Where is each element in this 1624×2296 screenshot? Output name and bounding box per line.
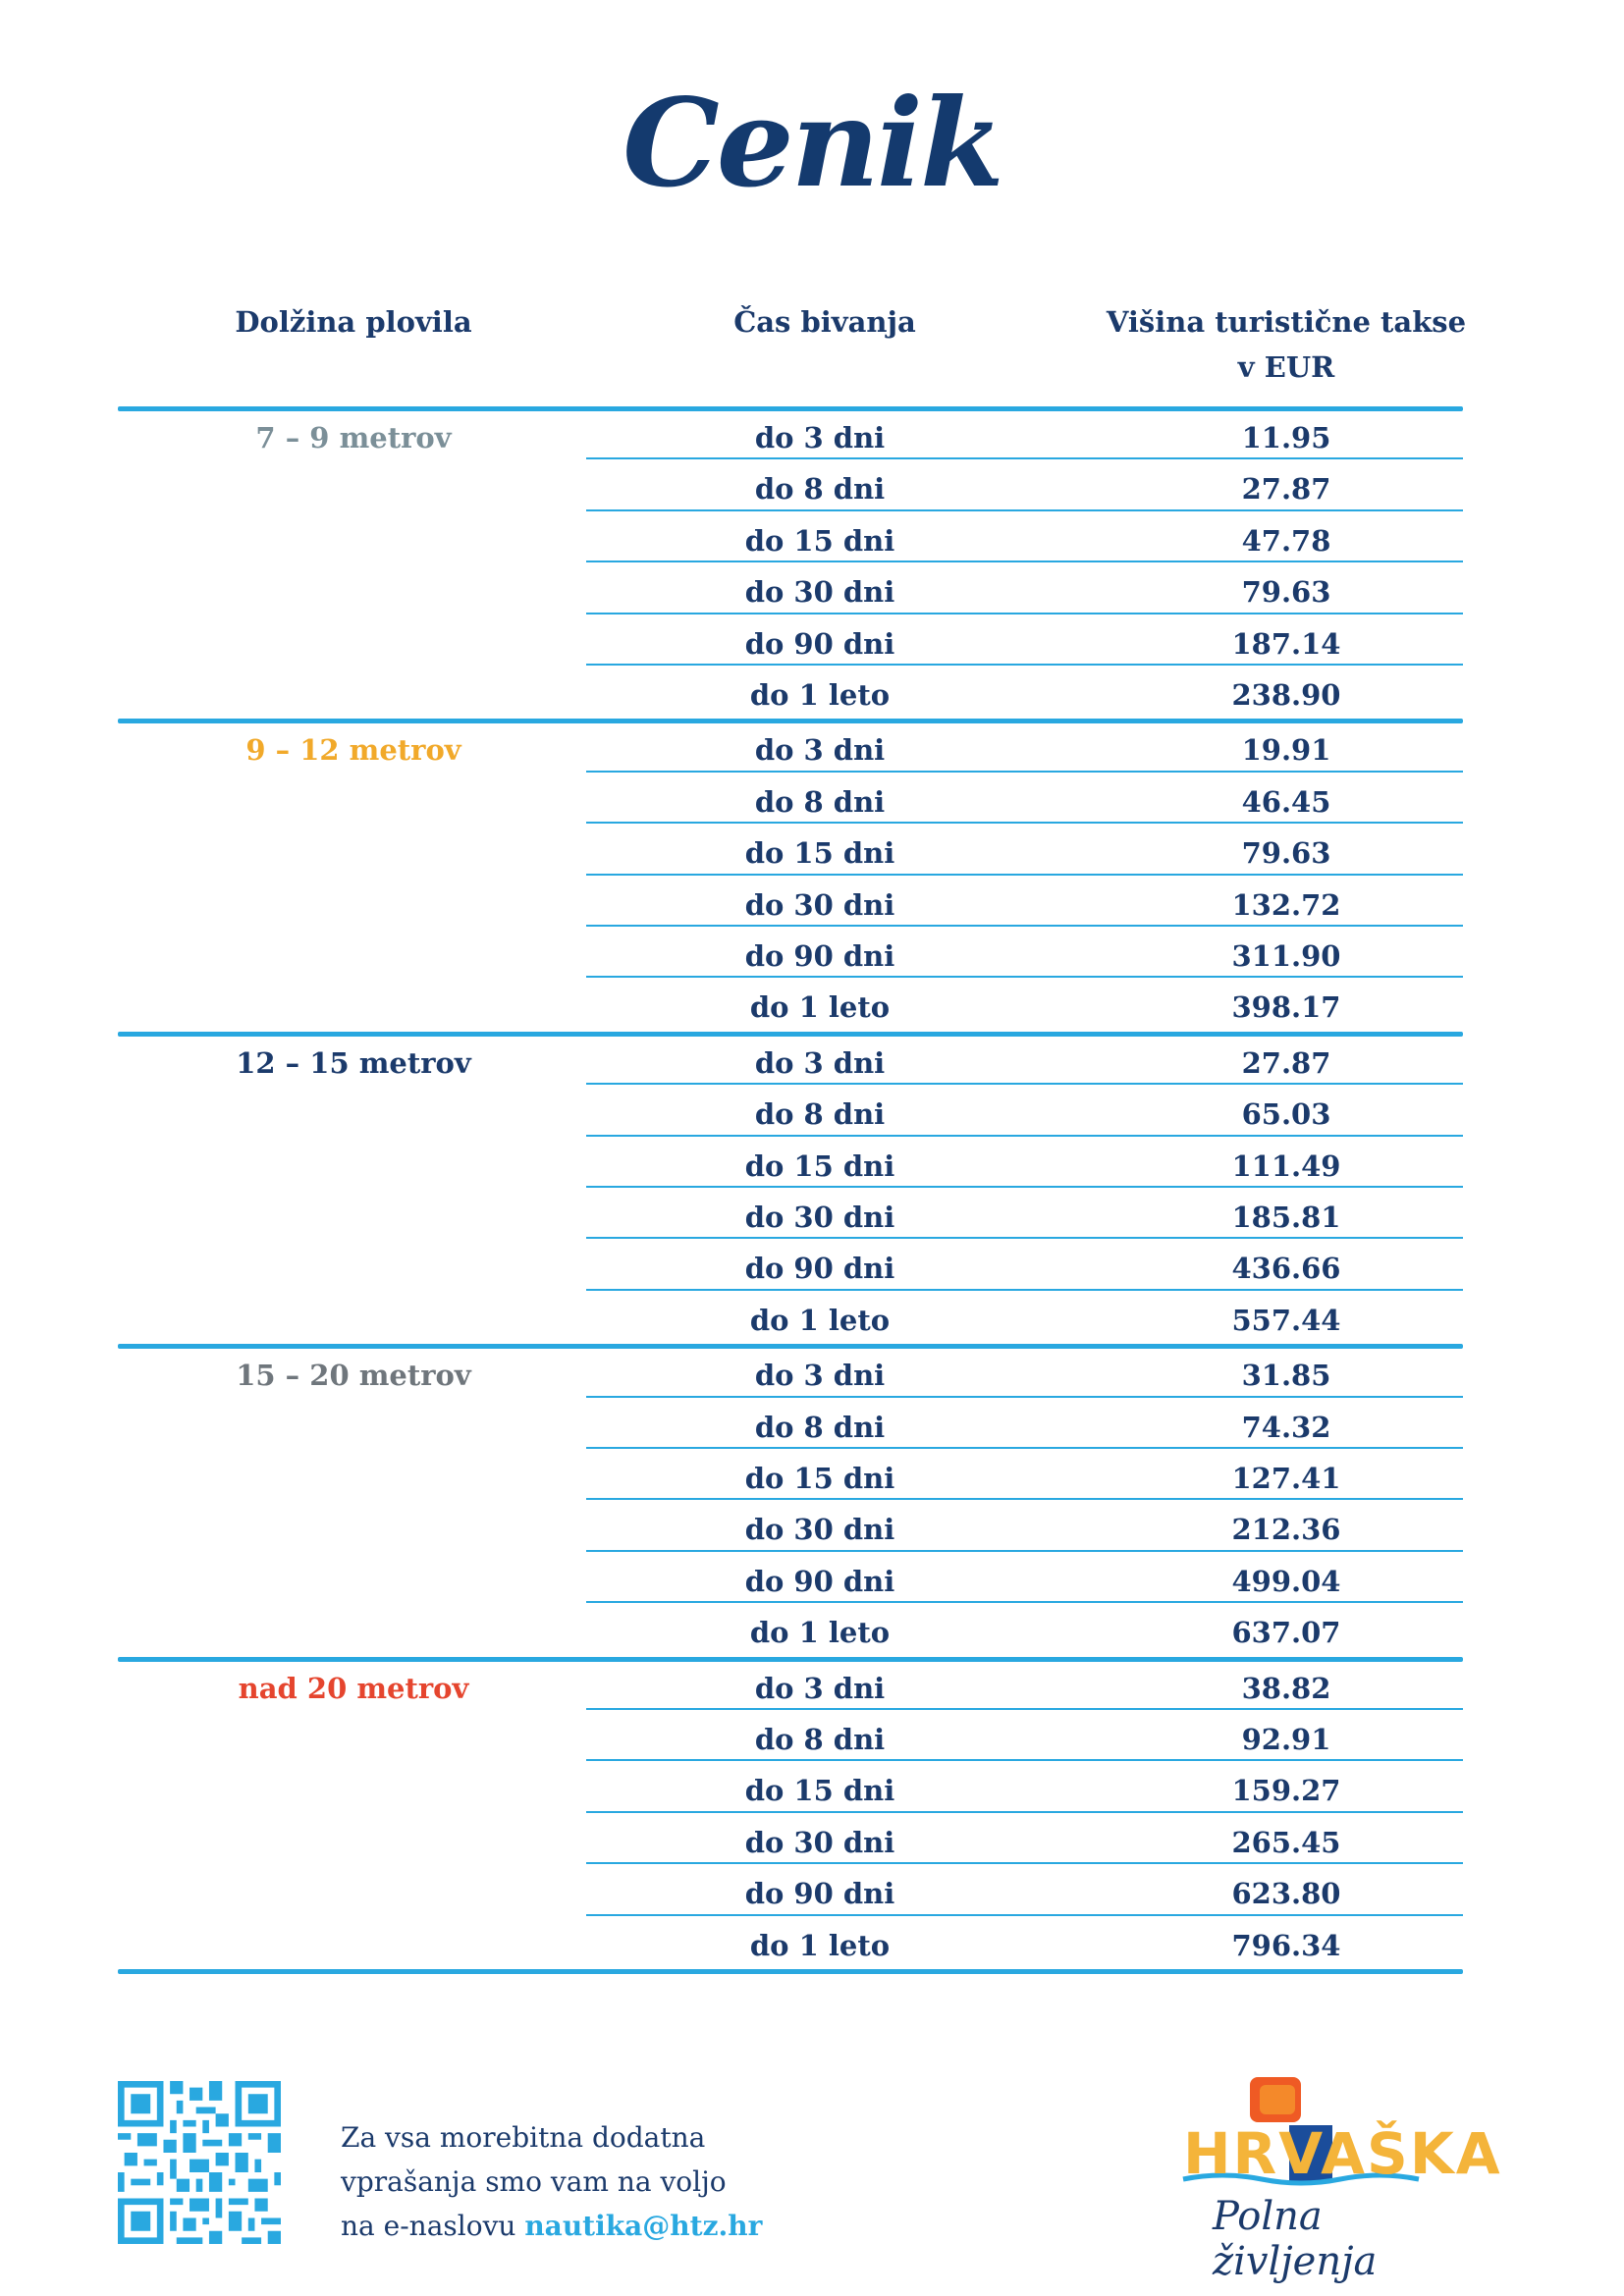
tax-value: 38.82 [1241, 1671, 1331, 1705]
tax-value: 65.03 [1241, 1097, 1331, 1132]
tax-value: 111.49 [1231, 1148, 1341, 1183]
group-divider [118, 1032, 1463, 1037]
header-tax [1090, 299, 1483, 390]
stay-duration: do 3 dni [754, 733, 886, 768]
tax-value: 27.87 [1241, 472, 1331, 507]
footer-line-3-prefix: na e-naslovu [341, 2210, 525, 2242]
header-tax-line1: Višina turistične takse [1106, 305, 1467, 339]
row-divider [586, 664, 1463, 666]
tax-value: 796.34 [1231, 1928, 1341, 1962]
tax-value: 187.14 [1231, 626, 1341, 661]
qr-code-graphic [118, 2081, 281, 2244]
row-divider [586, 874, 1463, 876]
row-divider [586, 1289, 1463, 1291]
tax-value: 185.81 [1231, 1201, 1341, 1234]
group-divider [118, 1657, 1463, 1662]
row-divider [586, 1237, 1463, 1239]
tax-value: 79.63 [1241, 836, 1331, 871]
vessel-length-label: 12 – 15 metrov [236, 1045, 471, 1080]
stay-duration: do 15 dni [744, 523, 895, 558]
stay-duration: do 90 dni [744, 1877, 895, 1911]
tax-value: 11.95 [1241, 421, 1331, 454]
row-divider [586, 925, 1463, 927]
vessel-length-label: 15 – 20 metrov [236, 1359, 471, 1393]
tax-value: 637.07 [1231, 1616, 1341, 1650]
tax-value: 31.85 [1241, 1359, 1331, 1393]
tax-value: 79.63 [1241, 575, 1331, 610]
stay-duration: do 3 dni [754, 1045, 886, 1080]
stay-duration: do 30 dni [744, 1201, 895, 1234]
stay-duration: do 1 leto [749, 1616, 891, 1650]
row-divider [586, 1601, 1463, 1603]
stay-duration: do 15 dni [744, 836, 895, 871]
row-divider [586, 771, 1463, 773]
footer-line-3 [341, 2204, 762, 2248]
row-divider [586, 1498, 1463, 1500]
tax-value: 623.80 [1231, 1877, 1341, 1911]
row-divider [586, 822, 1463, 824]
qr-code[interactable] [118, 2081, 281, 2244]
tax-value: 92.91 [1241, 1723, 1331, 1756]
row-divider [586, 457, 1463, 459]
stay-duration: do 15 dni [744, 1774, 895, 1808]
stay-duration: do 1 leto [749, 1928, 891, 1962]
page-title: Cenik [623, 73, 1001, 215]
stay-duration: do 8 dni [754, 784, 886, 819]
stay-duration: do 15 dni [744, 1148, 895, 1183]
stay-duration: do 30 dni [744, 1513, 895, 1547]
stay-duration: do 8 dni [754, 1410, 886, 1444]
stay-duration: do 30 dni [744, 1825, 895, 1859]
group-divider [118, 719, 1463, 723]
tax-value: 212.36 [1231, 1513, 1341, 1547]
vessel-length-label: 9 – 12 metrov [245, 733, 461, 768]
row-divider [586, 1708, 1463, 1710]
vessel-length-label: 7 – 9 metrov [255, 421, 452, 454]
stay-duration: do 30 dni [744, 887, 895, 922]
group-divider [118, 1969, 1463, 1974]
stay-duration: do 3 dni [754, 1671, 886, 1705]
header-length: Dolžina plovila [235, 305, 472, 339]
row-divider [586, 1862, 1463, 1864]
stay-duration: do 3 dni [754, 421, 886, 454]
stay-duration: do 1 leto [749, 1303, 891, 1337]
stay-duration: do 90 dni [744, 626, 895, 661]
row-divider [586, 613, 1463, 614]
footer-line-2: vprašanja smo vam na voljo [341, 2165, 727, 2198]
vessel-length-label: nad 20 metrov [238, 1671, 469, 1705]
row-divider [586, 509, 1463, 511]
tax-value: 132.72 [1231, 887, 1341, 922]
logo-word: HRVAŠKA [1183, 2120, 1502, 2187]
tax-value: 238.90 [1231, 678, 1341, 712]
stay-duration: do 3 dni [754, 1359, 886, 1393]
header-time: Čas bivanja [733, 305, 916, 339]
tax-value: 311.90 [1231, 939, 1341, 973]
tax-value: 74.32 [1241, 1410, 1331, 1444]
stay-duration: do 30 dni [744, 575, 895, 610]
group-divider [118, 406, 1463, 411]
footer-line-1: Za vsa morebitna dodatna [341, 2121, 706, 2154]
row-divider [586, 1396, 1463, 1398]
row-divider [586, 1811, 1463, 1813]
row-divider [586, 1914, 1463, 1916]
stay-duration: do 90 dni [744, 939, 895, 973]
group-divider [118, 1344, 1463, 1349]
stay-duration: do 8 dni [754, 472, 886, 507]
tax-value: 436.66 [1231, 1252, 1341, 1286]
tax-value: 47.78 [1241, 523, 1331, 558]
row-divider [586, 1083, 1463, 1085]
logo-tagline: Polna življenja [1213, 2194, 1378, 2284]
tax-value: 27.87 [1241, 1045, 1331, 1080]
tax-value: 127.41 [1231, 1462, 1341, 1495]
header-tax-line2: v EUR [1237, 350, 1335, 384]
stay-duration: do 90 dni [744, 1564, 895, 1598]
stay-duration: do 8 dni [754, 1097, 886, 1132]
tax-value: 159.27 [1231, 1774, 1341, 1808]
stay-duration: do 1 leto [749, 678, 891, 712]
tax-value: 19.91 [1241, 733, 1331, 768]
stay-duration: do 8 dni [754, 1723, 886, 1756]
row-divider [586, 1759, 1463, 1761]
stay-duration: do 15 dni [744, 1462, 895, 1495]
footer-contact [341, 2115, 762, 2248]
row-divider [586, 1135, 1463, 1137]
stay-duration: do 1 leto [749, 990, 891, 1025]
row-divider [586, 1186, 1463, 1188]
row-divider [586, 1550, 1463, 1552]
row-divider [586, 1447, 1463, 1449]
tax-value: 499.04 [1231, 1564, 1341, 1598]
tax-value: 265.45 [1231, 1825, 1341, 1859]
tax-value: 557.44 [1231, 1303, 1341, 1337]
row-divider [586, 976, 1463, 978]
tax-value: 46.45 [1241, 784, 1331, 819]
tax-value: 398.17 [1231, 990, 1341, 1025]
stay-duration: do 90 dni [744, 1252, 895, 1286]
hrvaska-logo [1173, 2071, 1502, 2284]
email-link[interactable]: nautika@htz.hr [524, 2210, 763, 2242]
row-divider [586, 561, 1463, 562]
